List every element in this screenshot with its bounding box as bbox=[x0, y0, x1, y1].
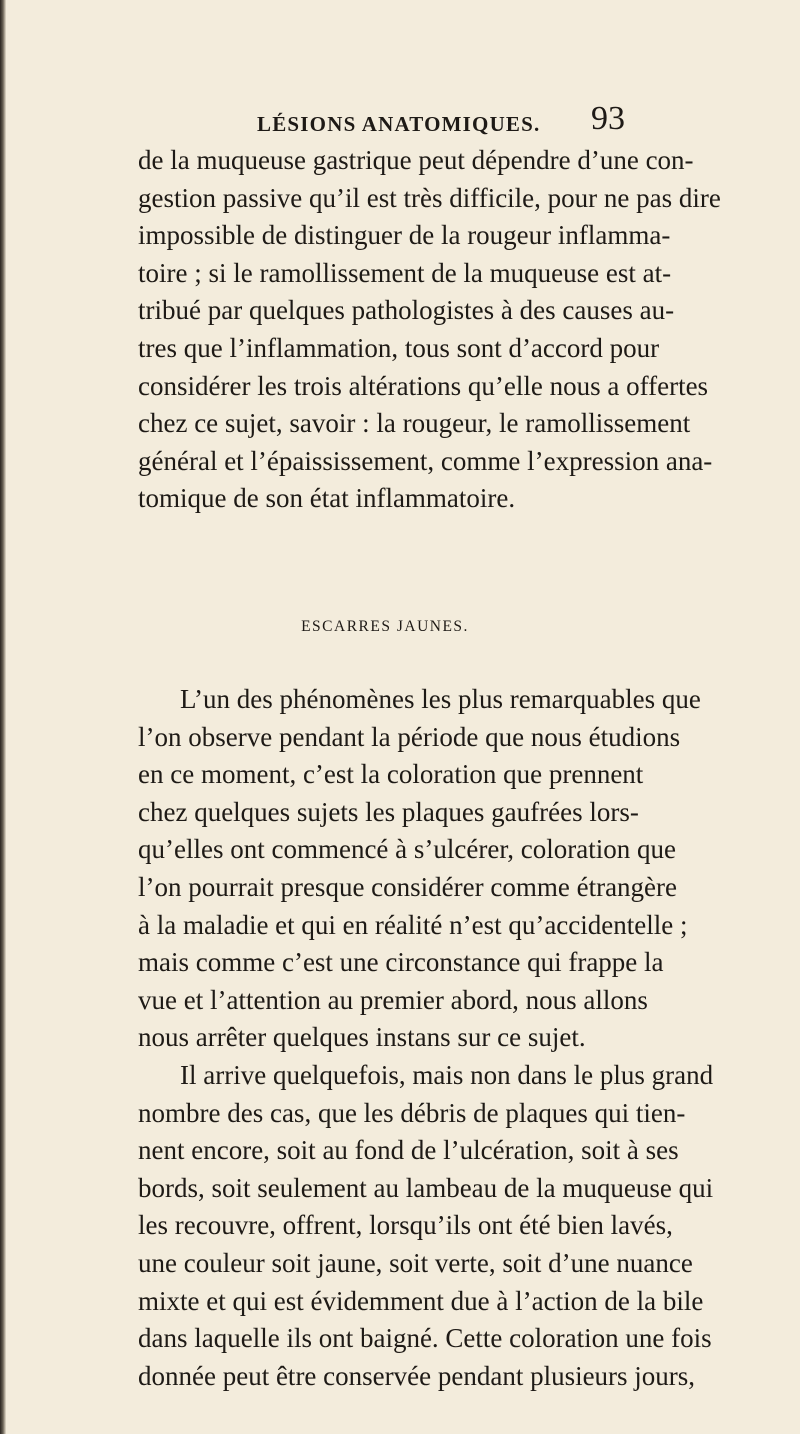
text-line: nent encore, soit au fond de l’ulcération, soit à ses bbox=[138, 1135, 679, 1166]
text-line: nous arrêter quelques instans sur ce sujet. bbox=[138, 1022, 586, 1053]
text-line: donnée peut être conservée pendant plusieurs jours, bbox=[138, 1360, 696, 1391]
text-line: vue et l’attention au premier abord, nous allons bbox=[138, 984, 648, 1015]
text-line: tribué par quelques pathologistes à des causes au- bbox=[138, 295, 675, 326]
text-line: qu’elles ont commencé à s’ulcérer, coloration que bbox=[138, 834, 676, 865]
text-line: mais comme c’est une circonstance qui frappe la bbox=[138, 947, 664, 978]
text-line: tomique de son état inflammatoire. bbox=[138, 483, 516, 514]
text-line: mixte et qui est évidemment due à l’action de la bile bbox=[138, 1285, 704, 1316]
text-line: Il arrive quelquefois, mais non dans le plus grand bbox=[180, 1059, 714, 1090]
text-line: gestion passive qu’il est très difficile, pour ne pas dire bbox=[138, 182, 721, 213]
paragraph-1 bbox=[138, 142, 721, 518]
page-number: 93 bbox=[591, 100, 625, 137]
text-line: considérer les trois altérations qu’elle nous a offertes bbox=[138, 370, 709, 401]
text-line: toire ; si le ramollissement de la muqueuse est at- bbox=[138, 257, 672, 288]
text-line: l’on pourrait presque considérer comme étrangère bbox=[138, 871, 678, 902]
page-edge bbox=[0, 0, 6, 1434]
text-line: général et l’épaississement, comme l’expression ana- bbox=[138, 445, 713, 476]
text-line: dans laquelle ils ont baigné. Cette coloration une fois bbox=[138, 1323, 712, 1354]
text-line: L’un des phénomènes les plus remarquables que bbox=[180, 684, 701, 714]
text-line: chez quelques sujets les plaques gaufrées lors- bbox=[138, 796, 639, 827]
text-line: à la maladie et qui en réalité n’est qu’accidentelle ; bbox=[138, 909, 688, 940]
text-line: impossible de distinguer de la rougeur inflamma- bbox=[138, 220, 671, 251]
page-header bbox=[145, 100, 625, 140]
text-line: en ce moment, c’est la coloration que prennent bbox=[138, 759, 644, 790]
text-line: tres que l’inflammation, tous sont d’accord pour bbox=[138, 332, 660, 363]
running-head: LÉSIONS ANATOMIQUES. bbox=[257, 112, 541, 136]
text-line: bords, soit seulement au lambeau de la muqueuse qui bbox=[138, 1172, 714, 1203]
text-line: une couleur soit jaune, soit verte, soit d’une nuance bbox=[138, 1247, 693, 1278]
text-line: l’on observe pendant la période que nous étudions bbox=[138, 721, 681, 752]
text-line: les recouvre, offrent, lorsqu’ils ont été bien lavés, bbox=[138, 1210, 673, 1241]
paragraph-2 bbox=[138, 681, 714, 1395]
text-line: de la muqueuse gastrique peut dépendre d’une con- bbox=[138, 145, 694, 175]
text-line: nombre des cas, que les débris de plaques qui tien- bbox=[138, 1097, 686, 1128]
section-heading: ESCARRES JAUNES. bbox=[301, 618, 469, 635]
text-line: chez ce sujet, savoir : la rougeur, le ramollissement bbox=[138, 408, 691, 439]
